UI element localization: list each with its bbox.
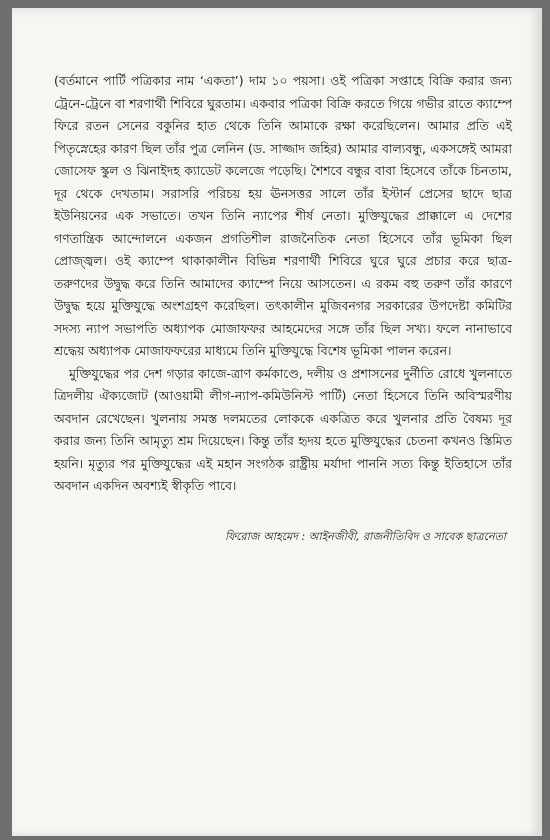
paragraph-1: (বর্তমানে পার্টি পত্রিকার নাম ‘একতা’) দাম ১০ পয়সা। ওই পত্রিকা সপ্তাহে বিক্রি করার জন্য ট্রেনে-ট্রেনে বা শরণার্থী শিবিরে ঘুরতাম। একবার পত্রিকা বিক্রি করতে গিয়ে গভীর রাতে ক্যাম্পে ফিরে রতন সেনের বকুনির হাত থেকে তিনি আমাকে রক্ষা করেছিলেন। আমার প্রতি এই পিতৃস্নেহের কারণ ছিল তাঁর পুত্র লেনিন (ড. সাজ্জাদ জহির) আমার বাল্যবন্ধু, একসঙ্গেই আমরা জোসেফ স্কুল ও ঝিনাইদহ ক্যাডেট কলেজে পড়েছি। শৈশবে বন্ধুর বাবা হিসেবে তাঁকে চিনতাম, দূর থেকে দেখতাম। সরাসরি পরিচয় হয় ঊনসত্তর সালে তাঁর ইস্টার্ন প্রেসের ছাদে ছাত্র ইউনিয়নের এক সভাতে। তখন তিনি ন্যাপের শীর্ষ নেতা। মুক্তিযুদ্ধের প্রাক্কালে এ দেশের গণতান্ত্রিক আন্দোলনে একজন প্রগতিশীল রাজনৈতিক নেতা হিসেবে তাঁর ভূমিকা ছিল প্রোজ্জ্বল। ওই ক্যাম্পে থাকাকালীন বিভিন্ন শরণার্থী শিবিরে ঘুরে ঘুরে প্রচার করে ছাত্র-তরুণদের উদ্বুদ্ধ করে তিনি আমাদের ক্যাম্পে নিয়ে আসতেন। এ রকম বহু তরুণ তাঁর কারণে উদ্বুদ্ধ হয়ে মুক্তিযুদ্ধে অংশগ্রহণ করেছিল। তৎকালীন মুজিবনগর সরকারের উপদেষ্টা কমিটির সদস্য ন্যাপ সভাপতি অধ্যাপক মোজাফফর আহমেদের সঙ্গে তাঁর ছিল সখ্য। ফলে নানাভাবে শ্রদ্ধেয় অধ্যাপক মোজাফফরের মাধ্যমে তিনি মুক্তিযুদ্ধে বিশেষ ভূমিকা পালন করেন। xyxy=(54,73,512,358)
paragraph-2: মুক্তিযুদ্ধের পর দেশ গড়ার কাজে-ত্রাণ কর্মকাণ্ডে, দলীয় ও প্রশাসনের দুর্নীতি রোধে খুলনাতে ত্রিদলীয় ঐক্যজোট (আওয়ামী লীগ-ন্যাপ-কমিউনিস্ট পার্টি) নেতা হিসেবে তিনি অবিস্মরণীয় অবদান রেখেছেন। খুলনায় সমস্ত দলমতের লোককে একত্রিত করে খুলনার প্রতি বৈষম্য দূর করার জন্য তিনি আমৃত্যু শ্রম দিয়েছেন। কিন্তু তাঁর হৃদয় হতে মুক্তিযুদ্ধের চেতনা কখনও স্তিমিত হয়নি। মৃত্যুর পর মুক্তিযুদ্ধের এই মহান সংগঠক রাষ্ট্রীয় মর্যাদা পাননি সত্য কিন্তু ইতিহাসে তাঁর অবদান একদিন অবশ্যই স্বীকৃতি পাবে। xyxy=(54,365,512,493)
body-text xyxy=(54,70,512,498)
book-page xyxy=(12,8,542,836)
author-byline: ফিরোজ আহমেদ : আইনজীবী, রাজনীতিবিদ ও সাবেক ছাত্রনেতা xyxy=(224,530,506,543)
